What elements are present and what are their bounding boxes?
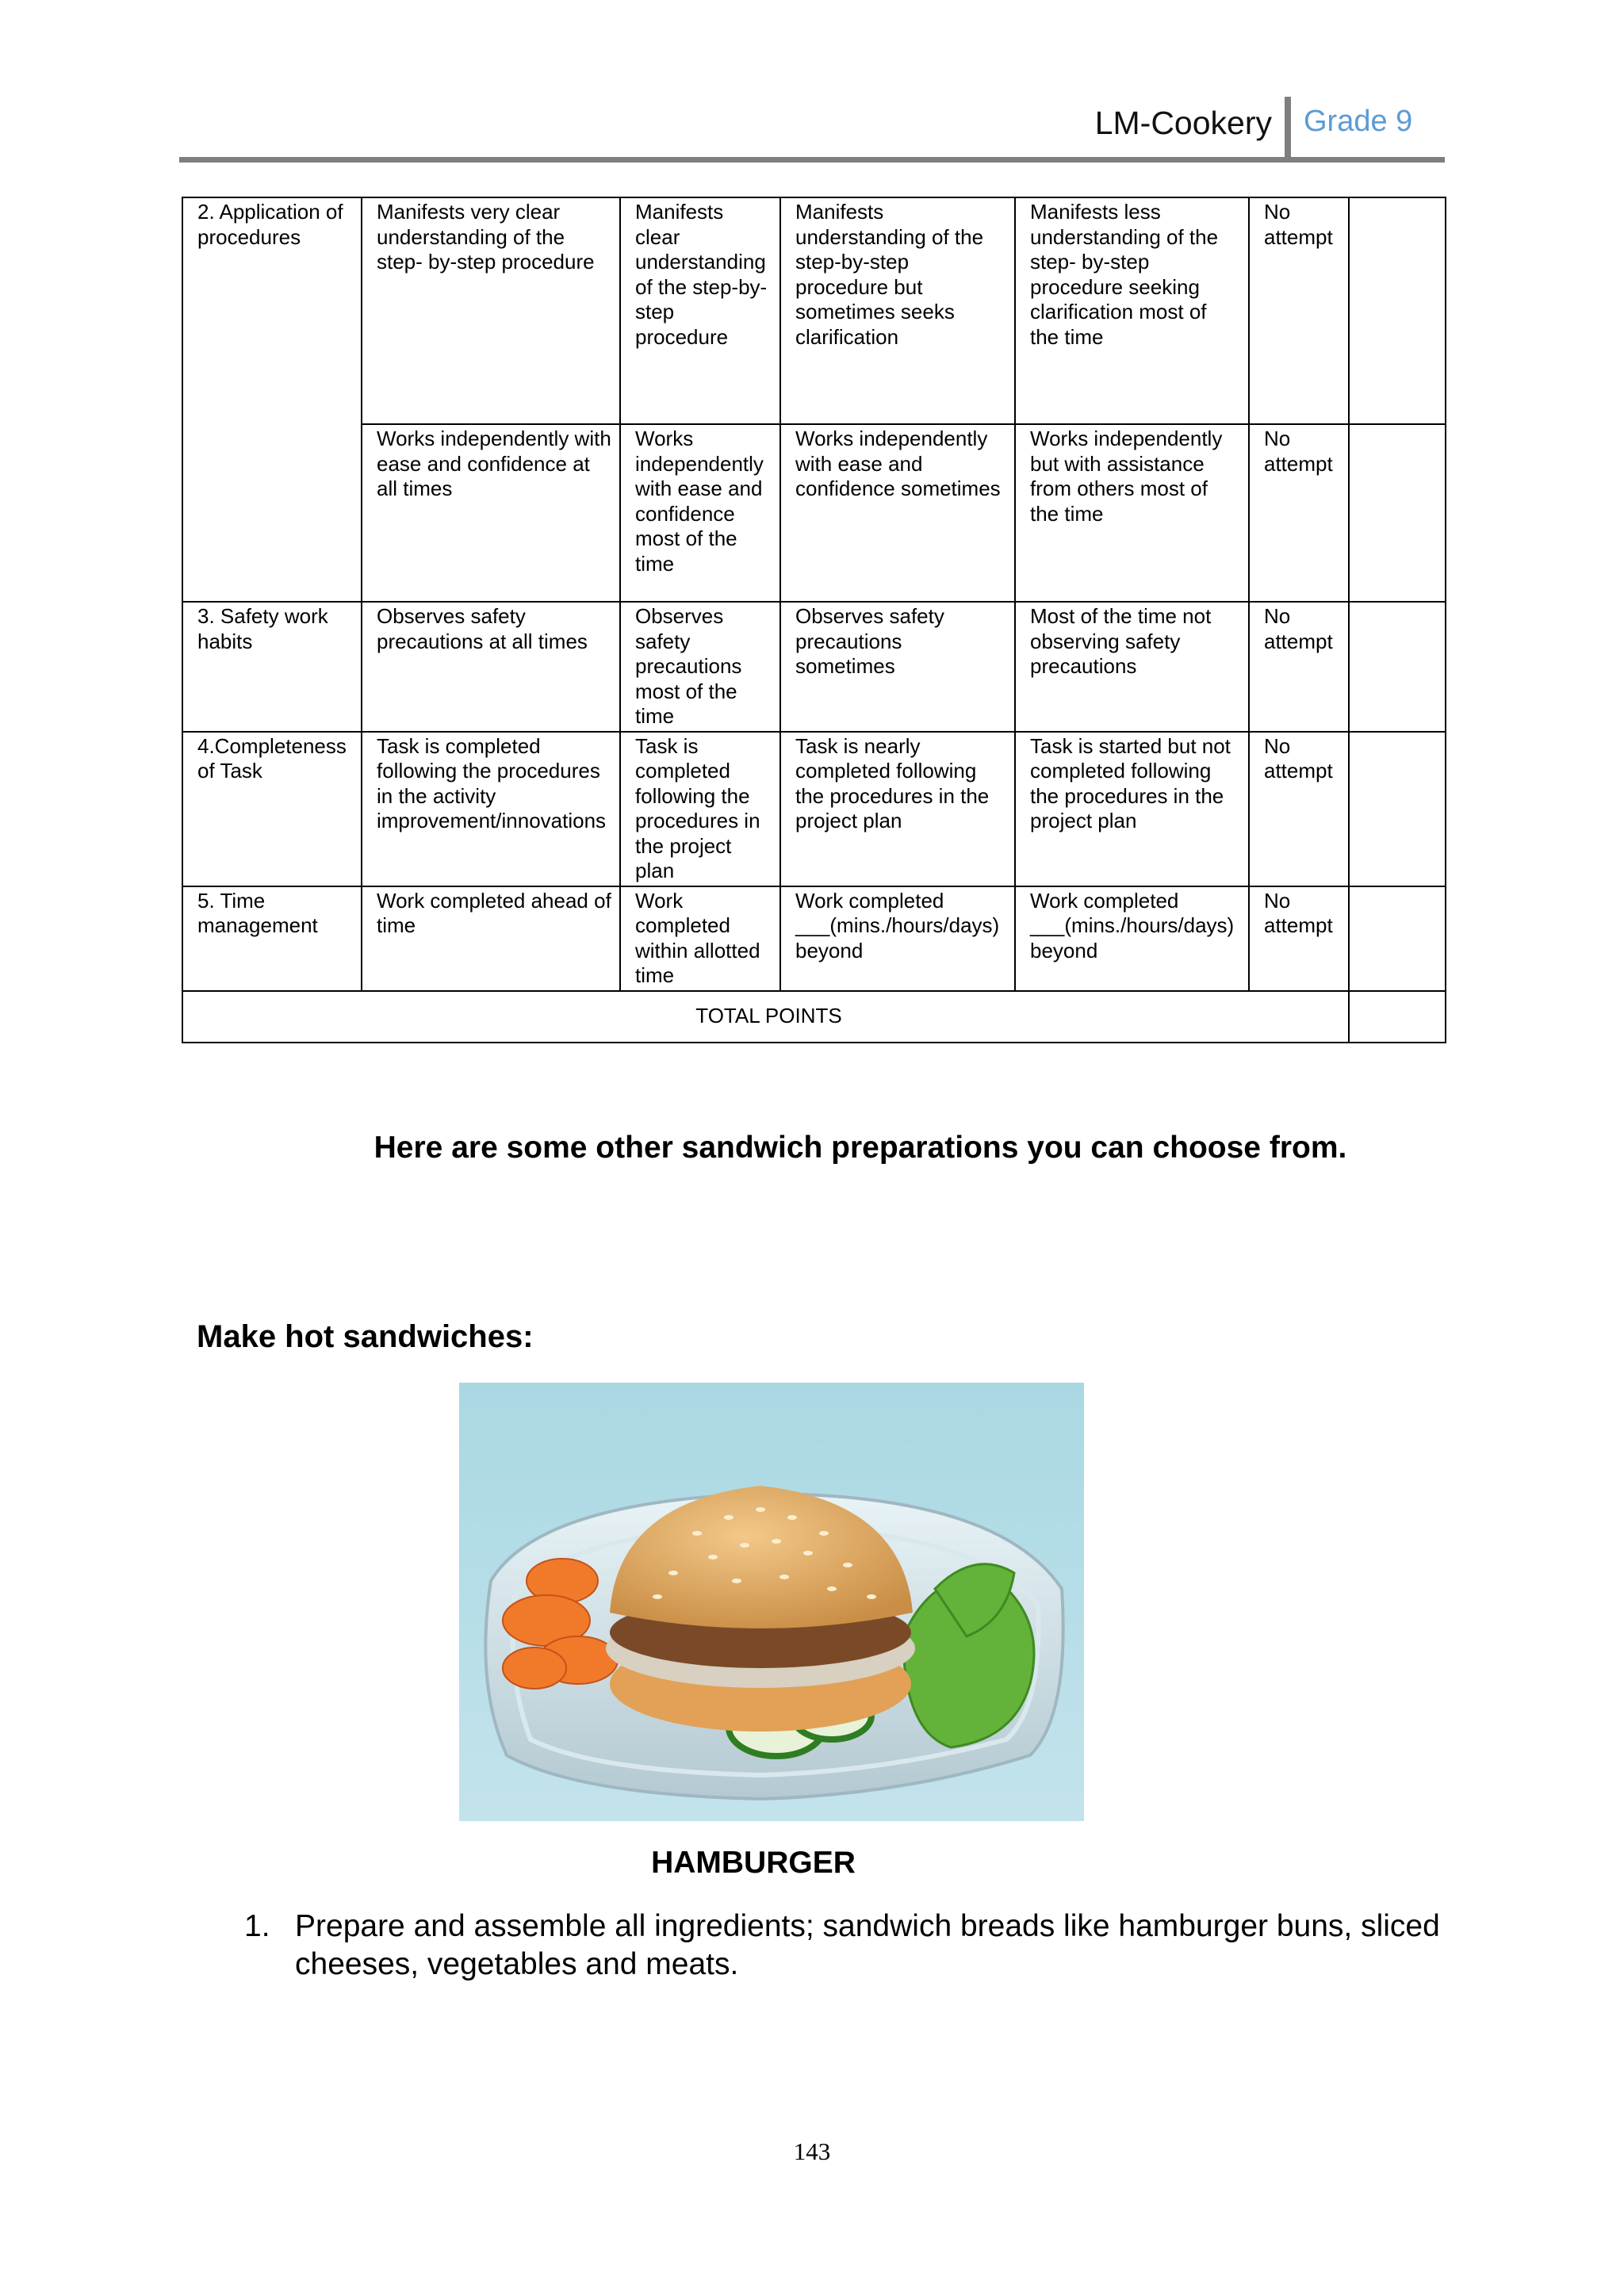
level-cell: Task is started but not completed following the procedures in the project plan [1015,732,1249,886]
header-rule [179,157,1445,163]
level-cell: Task is completed following the procedures in the activity improvement/innovations [362,732,620,886]
level-cell: No attempt [1249,424,1349,602]
table-row [182,886,1446,991]
page-header [179,97,1445,162]
table-row [182,424,1446,602]
level-cell: No attempt [1249,886,1349,991]
intro-text: Here are some other sandwich preparations you can choose from. [373,1131,1347,1165]
level-cell: Observes safety precautions most of the time [620,602,780,732]
table-row [182,197,1446,424]
rubric-table [182,197,1446,1043]
level-cell: Works independently with ease and confidence most of the time [620,424,780,602]
level-cell: Work completed ___(mins./hours/days) beyond [1015,886,1249,991]
criterion-cell: 3. Safety work habits [182,602,362,732]
score-cell [1349,602,1446,732]
level-cell: Manifests clear understanding of the step-by-step procedure [620,197,780,424]
hamburger-photo [459,1383,1084,1821]
table-row [182,732,1446,886]
score-cell [1349,732,1446,886]
level-cell: Work completed ___(mins./hours/days) beyond [780,886,1015,991]
section-title: Make hot sandwiches: [197,1319,534,1354]
level-cell: Task is nearly completed following the procedures in the project plan [780,732,1015,886]
total-points-label: TOTAL POINTS [182,991,1349,1043]
score-cell [1349,424,1446,602]
criterion-cell: 5. Time management [182,886,362,991]
criterion-cell: 4.Completeness of Task [182,732,362,886]
level-cell: Work completed within allotted time [620,886,780,991]
level-cell: Manifests less understanding of the step- by-step procedure seeking clarification most of the time [1015,197,1249,424]
grade-label: Grade 9 [1304,105,1413,138]
table-row [182,602,1446,732]
level-cell: No attempt [1249,602,1349,732]
level-cell: Manifests understanding of the step-by-step procedure but sometimes seeks clarification [780,197,1015,424]
level-cell: Works independently with ease and confidence sometimes [780,424,1015,602]
level-cell: Works independently but with assistance from others most of the time [1015,424,1249,602]
score-cell [1349,197,1446,424]
level-cell: Most of the time not observing safety precautions [1015,602,1249,732]
criterion-cell: 2. Application of procedures [182,197,362,602]
level-cell: No attempt [1249,197,1349,424]
level-cell: Observes safety precautions sometimes [780,602,1015,732]
level-cell: Observes safety precautions at all times [362,602,620,732]
score-cell [1349,886,1446,991]
document-title: LM-Cookery [1094,105,1272,141]
total-points-cell [1349,991,1446,1043]
page-number: 143 [793,2137,831,2165]
level-cell: Work completed ahead of time [362,886,620,991]
level-cell: Task is completed following the procedures in the project plan [620,732,780,886]
level-cell: Works independently with ease and confidence at all times [362,424,620,602]
photo-caption: HAMBURGER [651,1846,856,1880]
level-cell: Manifests very clear understanding of the step- by-step procedure [362,197,620,424]
step-text: Prepare and assemble all ingredients; sandwich breads like hamburger buns, sliced cheeses, vegetables and meats. [295,1909,1440,1981]
total-row [182,991,1446,1043]
step-number: 1. [244,1909,270,1943]
level-cell: No attempt [1249,732,1349,886]
header-divider [1285,97,1291,159]
